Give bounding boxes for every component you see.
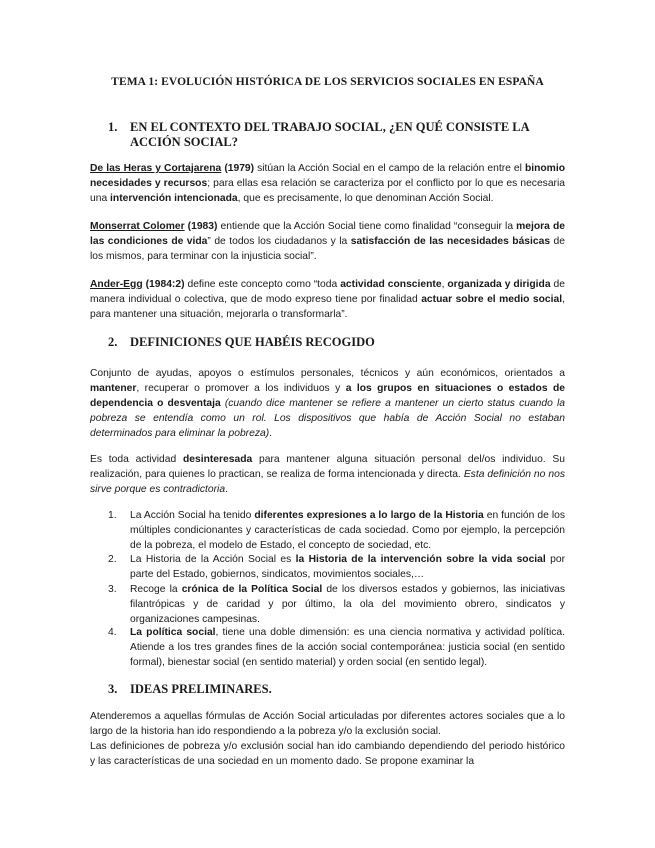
text: , recuperar o promover a los individuos y [136,383,346,394]
document-title: TEMA 1: EVOLUCIÓN HISTÓRICA DE LOS SERVICIOS SOCIALES EN ESPAÑA [111,76,544,88]
year-1983: (1983) [187,221,218,232]
bold-text: satisfacción de las necesidades básicas [350,236,551,247]
paragraph-ander-egg [90,277,565,322]
bold-text: mejora de las condiciones de vida [90,221,565,247]
text: en función de los múltiples condicionantes y características de cada sociedad. Como por ejemplo, la percepción de la pobreza, el modelo de Estado, el concepto de sociedad, etc. [130,510,566,551]
text: sitúan la Acción Social en el campo de la relación entre el [254,163,525,174]
paragraph-definition-1 [90,366,565,441]
paragraph-heras-cortajarena [90,161,565,206]
bold-text: mantener [90,383,137,394]
bold-text: actividad consciente [340,279,442,290]
text: define este concepto como “toda [184,279,341,290]
text: , que es precisamente, lo que denominan Acción Social. [237,193,494,204]
section-2-number: 2. [108,335,118,349]
list-number: 1. [108,510,117,521]
list-number: 2. [108,554,117,565]
text: para mantener alguna situación personal del/os individuo. Su realización, para quienes lo practican, se realiza de forma intencionada y directa. [90,454,566,480]
text: La Acción Social ha tenido [130,510,255,521]
bold-text: La política social [130,627,216,638]
section-3-number: 3. [108,682,118,696]
author-ander-egg: Ander-Egg [90,279,143,290]
author-colomer: Monserrat Colomer [90,221,185,232]
text: entiende que la Acción Social tiene como finalidad “conseguir la [217,221,517,232]
text: de los mismos, para terminar con la injusticia social”. [90,236,566,262]
text: Recoge la [130,584,182,595]
text: , tiene una doble dimensión: es una ciencia normativa y actividad política. Atiende a los tres grandes fines de la acción social contemporánea: justicia social (en sentido formal), bienestar social (en sentido material) y orden social (en sentido legal). [130,627,565,668]
text: por parte del Estado, gobiernos, sindicatos, movimientos sociales,… [130,554,566,580]
text: ; para ellas esa relación se caracteriza por el conflicto por lo que es necesaria una [90,178,565,204]
section-1-title: EN EL CONTEXTO DEL TRABAJO SOCIAL, ¿EN QUÉ CONSISTE LA ACCIÓN SOCIAL? [130,120,529,149]
italic-note: Esta definición no nos sirve porque es contradictoria [90,469,565,495]
text: de los diversos estados y gobiernos, las iniciativas filantrópicas y de caridad y por último, la ola del movimiento obrero, sindicatos y organizaciones campesinas. [130,584,565,625]
bold-text: a los grupos en situaciones o estados de dependencia o desventaja [90,383,565,409]
text: ” de todos los ciudadanos y la [207,236,351,247]
section-2-title: DEFINICIONES QUE HABÉIS RECOGIDO [130,335,375,349]
list-number: 3. [108,584,117,595]
year-1979: (1979) [224,163,255,174]
text: de manera individual o colectiva, que de modo expreso tiene por finalidad [90,279,565,305]
bold-text: diferentes expresiones a lo largo de la Historia [254,510,484,521]
bold-text: la Historia de la intervención sobre la vida social [295,554,546,565]
text: Conjunto de ayudas, apoyos o estímulos personales, técnicos y aún económicos, orientados a [90,368,565,379]
text: . [269,428,273,439]
section-3-title: IDEAS PRELIMINARES. [130,682,272,696]
bold-text: organizada y dirigida [447,279,551,290]
paragraph-definition-2 [90,452,565,497]
text: La Historia de la Acción Social es [130,554,296,565]
bold-text: actuar sobre el medio social [421,294,563,305]
text: , para mantener una situación, mejorarla o transformarla”. [90,294,565,320]
bold-text: crónica de la Política Social [181,584,323,595]
text: Es toda actividad [90,454,183,465]
list-number: 4. [108,627,117,638]
paragraph-preliminary-1: Atenderemos a aquellas fórmulas de Acción Social articuladas por diferentes actores sociales que a lo largo de la historia han ido respondiendo a la pobreza y/o la exclusión social. [90,711,565,737]
year-1984: (1984:2) [145,279,185,290]
bold-text: desinteresada [182,454,253,465]
paragraph-preliminary-2: Las definiciones de pobreza y/o exclusión social han ido cambiando dependiendo del periodo histórico y las características de una sociedad en un momento dado. Se propone examinar la [90,741,565,767]
text: , [441,279,448,290]
paragraph-colomer [90,219,565,264]
text: . [225,484,228,495]
bold-text: intervención intencionada [110,193,238,204]
bold-text: binomio necesidades y recursos [90,163,565,189]
author-heras-cortajarena: De las Heras y Cortajarena [90,163,222,174]
section-1-number: 1. [108,120,118,134]
italic-note: (cuando dice mantener se refiere a mantener un cierto status cuando la pobreza se entendía como un rol. Los dispositivos que había de Acción Social no estaban determinados para eliminar la pobreza) [90,398,565,439]
